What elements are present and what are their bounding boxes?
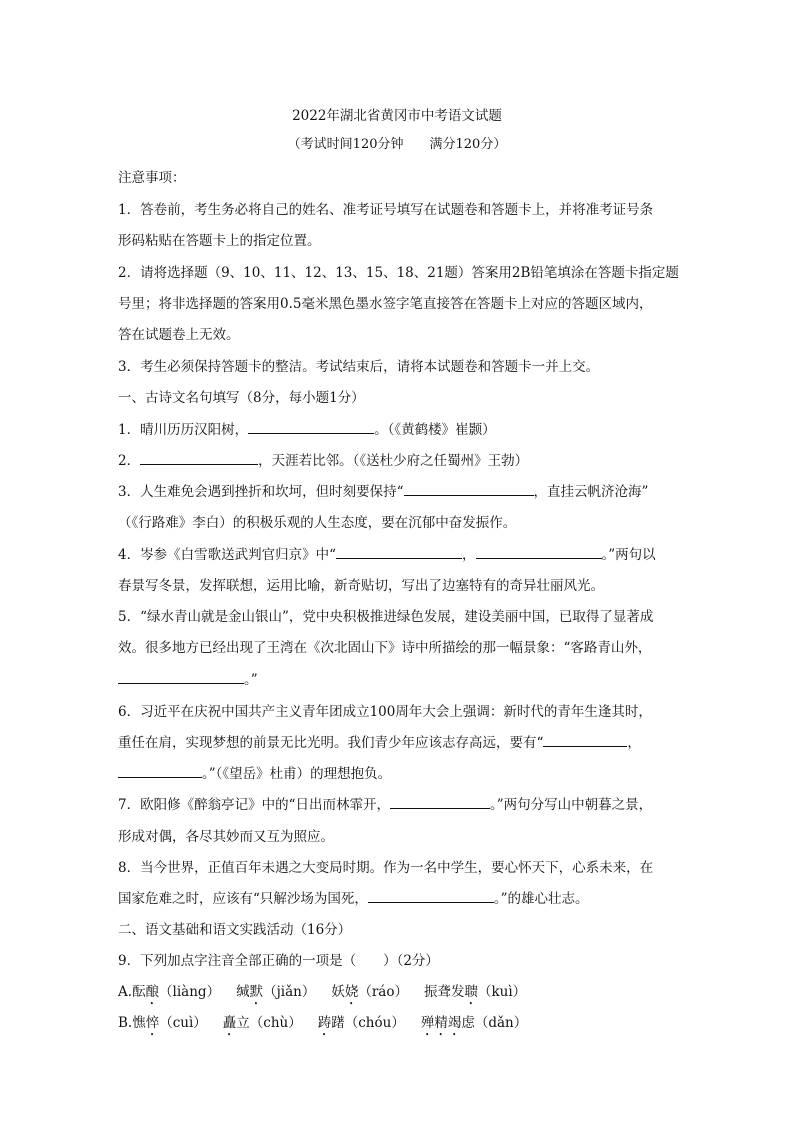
option-a: A.酝酿（liàng） 缄默（jiǎn） 妖娆（ráo） 振聋发聩（kuì） [118, 984, 527, 1000]
answer-blank[interactable] [140, 452, 258, 465]
exam-score: 满分120分） [429, 137, 507, 152]
note-1-line-2: 形码粘贴在答题卡上的指定位置。 [118, 233, 321, 249]
note-1-line-1: 1．答卷前，考生务必将自己的姓名、准考证号填写在试题卷和答题卡上，并将准考证号条 [118, 202, 654, 218]
answer-blank[interactable] [390, 796, 490, 809]
note-2-line-3: 答在试题卷上无效。 [118, 327, 240, 343]
question-8-line-1: 8．当今世界，正值百年未遇之大变局时期。作为一名中学生，要心怀天下，心系未来，在 [118, 860, 654, 876]
exam-time: （考试时间120分钟 [287, 137, 404, 152]
answer-blank[interactable] [336, 546, 462, 559]
answer-blank[interactable] [118, 671, 244, 684]
section-1-heading: 一、古诗文名句填写（8分，每小题1分） [118, 390, 365, 406]
question-3-line-2: （《行路难》李白）的积极乐观的人生态度，要在沉郁中奋发振作。 [118, 515, 517, 531]
question-5-line-3: 。” [118, 668, 258, 688]
answer-blank[interactable] [118, 765, 202, 778]
question-8-line-2: 国家危难之时，应该有“只解沙场为国死， 。”的雄心壮志。 [118, 891, 589, 907]
question-2: 2． ，天涯若比邻。（《送杜少府之任蜀州》王勃） [118, 453, 529, 469]
note-2-line-1: 2．请将选择题（9、10、11、12、13、15、18、21题）答案用2B铅笔填涂在答题卡指定题 [118, 265, 679, 281]
exam-subtitle [0, 133, 794, 152]
question-1: 1．晴川历历汉阳树， 。（《黄鹤楼》崔颢） [118, 422, 496, 438]
answer-blank[interactable] [248, 421, 374, 434]
question-5-line-1: 5．“绿水青山就是金山银山”，党中央积极推进绿色发展，建设美丽中国，已取得了显著成 [118, 609, 654, 625]
question-4-line-1: 4．岑参《白雪歌送武判官归京》中“ ， 。”两句以 [118, 547, 656, 563]
option-label: A. [118, 984, 133, 1000]
notes-heading: 注意事项： [118, 170, 186, 186]
question-5-line-2: 效。很多地方已经出现了王湾在《次北固山下》诗中所描绘的那一幅景象：“客路青山外， [118, 640, 652, 656]
answer-blank[interactable] [404, 483, 534, 496]
note-2-line-2: 号里；将非选择题的答案用0.5毫米黑色墨水签字笔直接答在答题卡上对应的答题区域内， [118, 296, 653, 312]
question-7-line-1: 7．欧阳修《醉翁亭记》中的“日出而林霏开， 。”两句分写山中朝暮之景， [118, 797, 653, 813]
question-4-line-2: 春景写冬景，发挥联想，运用比喻，新奇贴切，写出了边塞特有的奇异壮丽风光。 [118, 578, 604, 594]
answer-blank[interactable] [368, 890, 494, 903]
note-3: 3．考生必须保持答题卡的整洁。考试结束后，请将本试题卷和答题卡一并上交。 [118, 359, 600, 375]
question-9: 9．下列加点字注音全部正确的一项是（ ）（2分） [118, 953, 439, 969]
answer-blank[interactable] [543, 734, 627, 747]
question-6-line-3: 。”（《望岳》杜甫）的理想抱负。 [118, 762, 391, 782]
question-3-line-1: 3．人生难免会遇到挫折和坎坷，但时刻要保持“ ，直挂云帆济沧海” [118, 484, 649, 500]
question-6-line-1: 6．习近平在庆祝中国共产主义青年团成立100周年大会上强调：新时代的青年生逢其时， [118, 704, 652, 720]
question-7-line-2: 形成对偶，各尽其妙而又互为照应。 [118, 829, 334, 845]
question-6-line-2: 重任在肩，实现梦想的前景无比光明。我们青少年应该志存高远，要有“ ， [118, 735, 641, 751]
exam-title: 2022年湖北省黄冈市中考语文试题 [292, 108, 502, 124]
option-b: B.憔悴（cuì） 矗立（chù） 踌躇（chóu） 殚精竭虑（dǎn） [118, 1015, 528, 1031]
answer-blank[interactable] [476, 546, 602, 559]
section-2-heading: 二、语文基础和语文实践活动（16分） [118, 922, 352, 938]
option-label: B. [118, 1015, 133, 1031]
